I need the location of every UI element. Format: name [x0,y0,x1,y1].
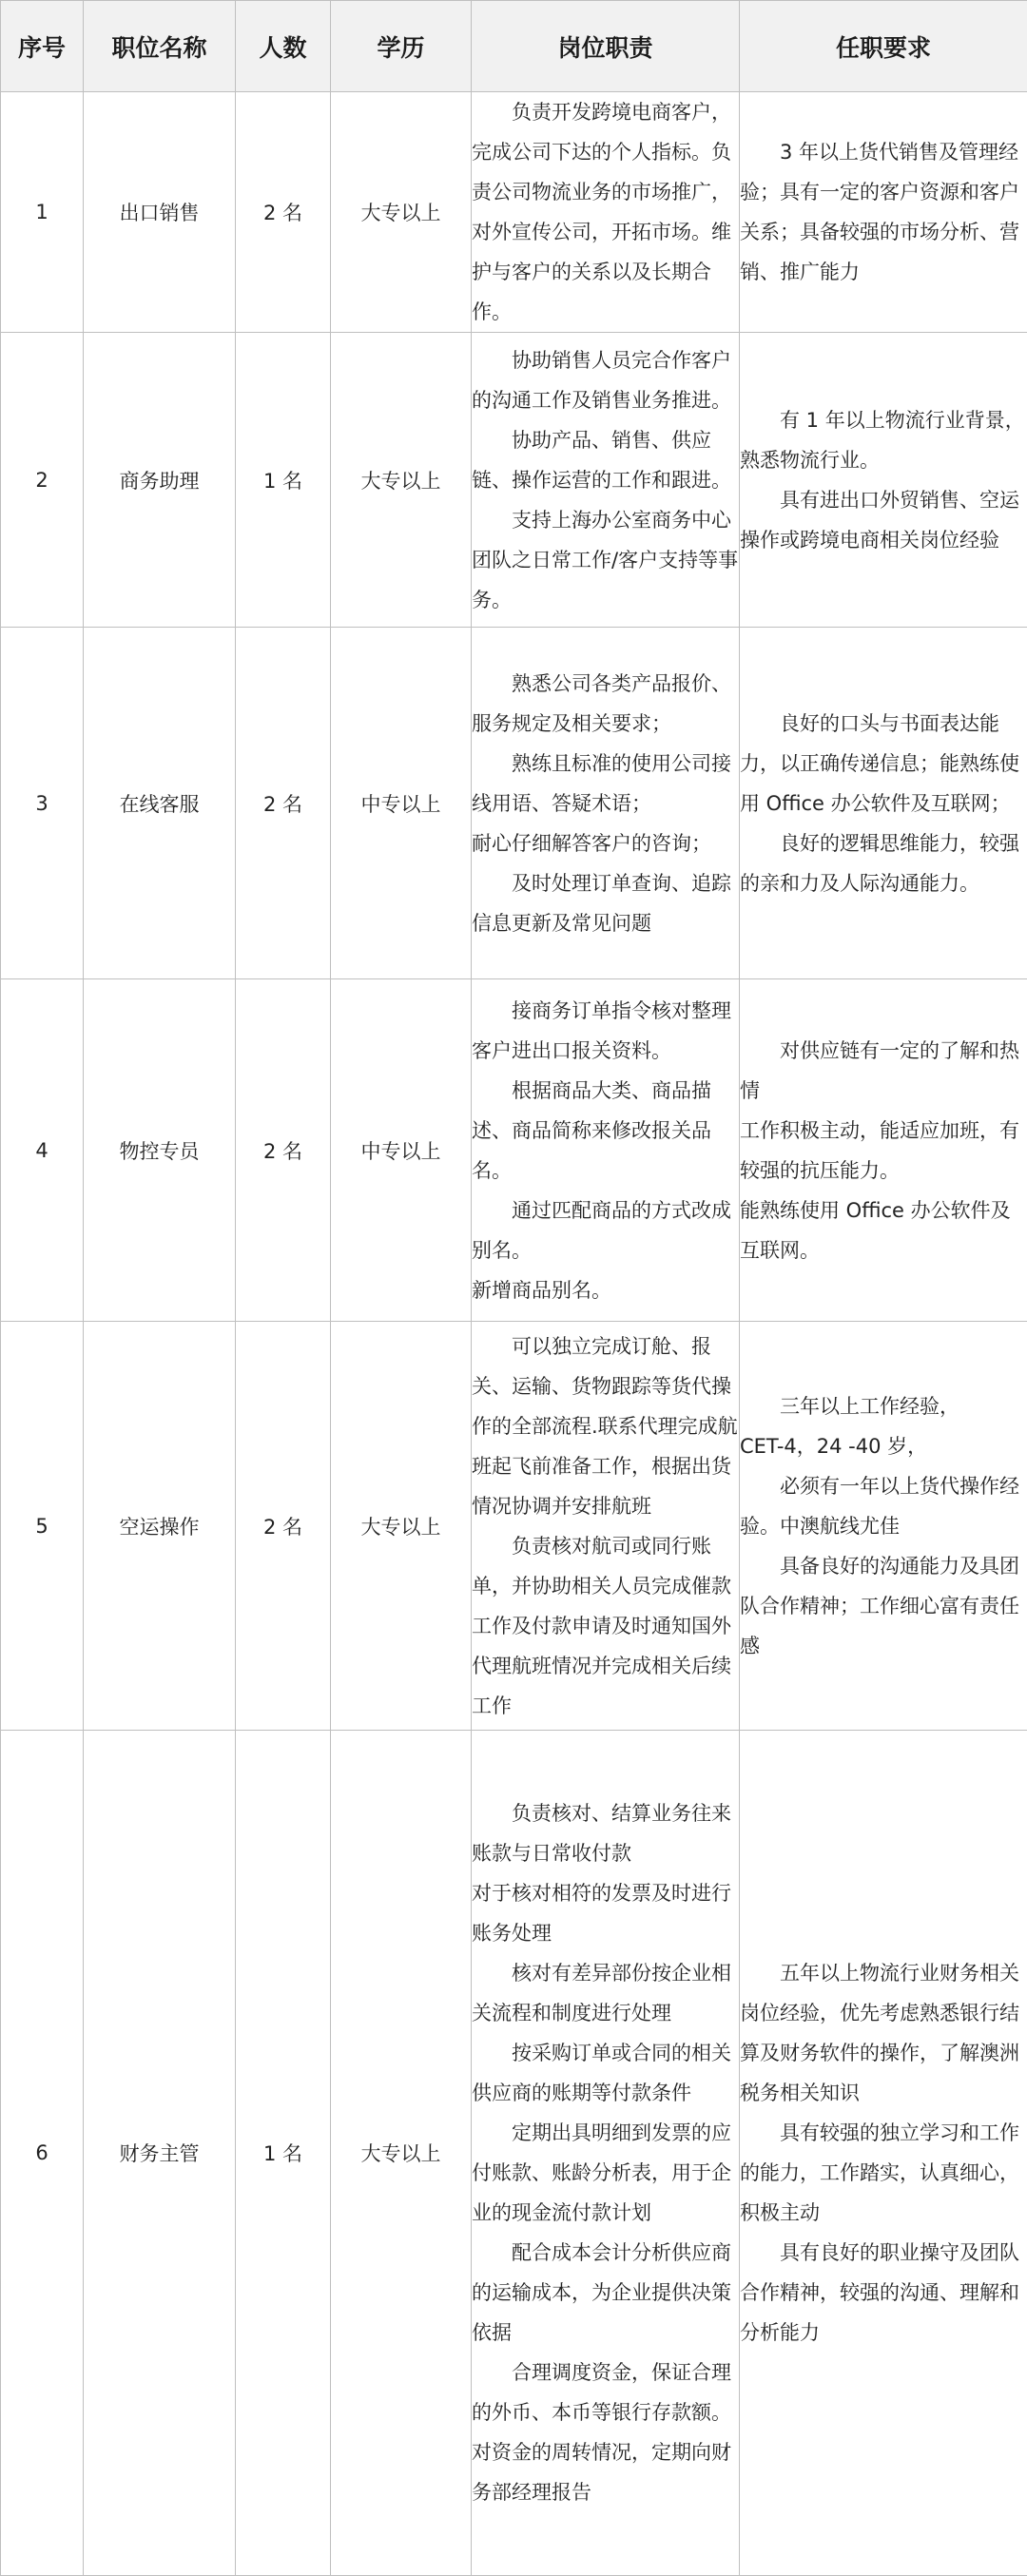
cell-no: 4 [1,979,84,1322]
requirement-paragraph: 3 年以上货代销售及管理经验；具有一定的客户资源和客户关系；具备较强的市场分析、营销、推广能力 [740,132,1027,292]
cell-headcount: 2 名 [236,979,331,1322]
requirement-paragraph: 必须有一年以上货代操作经验。中澳航线尤佳 [740,1466,1027,1546]
cell-education: 中专以上 [331,628,472,979]
table-row [1,979,1027,1322]
cell-headcount: 2 名 [236,628,331,979]
duty-paragraph: 合理调度资金，保证合理的外币、本币等银行存款额。对资金的周转情况，定期向财务部经理报告 [472,2353,739,2512]
requirement-paragraph: 具有良好的职业操守及团队合作精神，较强的沟通、理解和分析能力 [740,2233,1027,2353]
duty-paragraph: 熟练且标准的使用公司接线用语、答疑术语； 耐心仔细解答客户的咨询； [472,744,739,863]
cell-position-title: 物控专员 [84,979,236,1322]
cell-duties [472,1731,740,2576]
cell-requirements [740,1731,1027,2576]
cell-duties [472,333,740,628]
cell-education: 大专以上 [331,1731,472,2576]
duty-paragraph: 按采购订单或合同的相关供应商的账期等付款条件 [472,2033,739,2113]
cell-no: 3 [1,628,84,979]
cell-no: 2 [1,333,84,628]
duty-paragraph: 配合成本会计分析供应商的运输成本，为企业提供决策依据 [472,2233,739,2353]
cell-headcount: 1 名 [236,333,331,628]
duty-paragraph: 熟悉公司各类产品报价、服务规定及相关要求； [472,664,739,744]
requirement-paragraph: 具备良好的沟通能力及具团队合作精神；工作细心富有责任感 [740,1546,1027,1666]
header-requirements: 任职要求 [740,1,1027,92]
cell-position-title: 出口销售 [84,92,236,333]
table-row [1,1731,1027,2576]
header-row [1,1,1027,92]
table-row [1,92,1027,333]
cell-duties [472,628,740,979]
duty-paragraph: 接商务订单指令核对整理客户进出口报关资料。 [472,991,739,1071]
cell-headcount: 2 名 [236,92,331,333]
cell-duties [472,92,740,333]
cell-requirements [740,628,1027,979]
duty-paragraph: 负责核对、结算业务往来账款与日常收付款 对于核对相符的发票及时进行账务处理 [472,1793,739,1953]
requirement-paragraph: 对供应链有一定的了解和热情 [740,1031,1027,1111]
cell-education: 大专以上 [331,92,472,333]
header-no: 序号 [1,1,84,92]
duty-paragraph: 协助销售人员完合作客户的沟通工作及销售业务推进。 [472,340,739,420]
header-education: 学历 [331,1,472,92]
duty-paragraph: 可以独立完成订舱、报关、运输、货物跟踪等货代操作的全部流程.联系代理完成航班起飞前准备工作，根据出货情况协调并安排航班 [472,1327,739,1526]
duty-paragraph: 负责核对航司或同行账单，并协助相关人员完成催款工作及付款申请及时通知国外代理航班情况并完成相关后续工作 [472,1526,739,1726]
header-count: 人数 [236,1,331,92]
cell-duties [472,979,740,1322]
cell-duties [472,1322,740,1731]
requirement-paragraph: 三年以上工作经验， CET-4，24 -40 岁， [740,1386,1027,1466]
duty-paragraph: 支持上海办公室商务中心团队之日常工作/客户支持等事务。 [472,500,739,620]
cell-position-title: 商务助理 [84,333,236,628]
header-title: 职位名称 [84,1,236,92]
requirement-paragraph: 具有进出口外贸销售、空运操作或跨境电商相关岗位经验 [740,480,1027,560]
duty-paragraph: 及时处理订单查询、追踪信息更新及常见问题 [472,863,739,943]
duty-paragraph: 通过匹配商品的方式改成别名。 新增商品别名。 [472,1191,739,1310]
duty-paragraph: 负责开发跨境电商客户，完成公司下达的个人指标。负责公司物流业务的市场推广，对外宣传公司，开拓市场。维护与客户的关系以及长期合作。 [472,92,739,332]
cell-requirements [740,92,1027,333]
requirement-paragraph: 五年以上物流行业财务相关岗位经验，优先考虑熟悉银行结算及财务软件的操作，了解澳洲税务相关知识 [740,1953,1027,2113]
table-row [1,1322,1027,1731]
cell-position-title: 在线客服 [84,628,236,979]
cell-no: 5 [1,1322,84,1731]
requirement-paragraph: 良好的逻辑思维能力，较强的亲和力及人际沟通能力。 [740,823,1027,903]
cell-no: 6 [1,1731,84,2576]
cell-requirements [740,333,1027,628]
header-duties: 岗位职责 [472,1,740,92]
duty-paragraph: 根据商品大类、商品描述、商品简称来修改报关品名。 [472,1071,739,1191]
requirement-paragraph: 具有较强的独立学习和工作的能力，工作踏实，认真细心，积极主动 [740,2113,1027,2233]
table-row [1,628,1027,979]
cell-education: 大专以上 [331,1322,472,1731]
requirement-paragraph: 良好的口头与书面表达能力，以正确传递信息；能熟练使用 Office 办公软件及互联网； [740,704,1027,823]
duty-paragraph: 定期出具明细到发票的应付账款、账龄分析表，用于企业的现金流付款计划 [472,2113,739,2233]
cell-education: 中专以上 [331,979,472,1322]
duty-paragraph: 协助产品、销售、供应链、操作运营的工作和跟进。 [472,420,739,500]
cell-position-title: 空运操作 [84,1322,236,1731]
cell-headcount: 2 名 [236,1322,331,1731]
cell-requirements [740,979,1027,1322]
table-row [1,333,1027,628]
cell-no: 1 [1,92,84,333]
duty-paragraph: 核对有差异部份按企业相关流程和制度进行处理 [472,1953,739,2033]
cell-education: 大专以上 [331,333,472,628]
cell-headcount: 1 名 [236,1731,331,2576]
requirement-paragraph: 工作积极主动，能适应加班，有较强的抗压能力。 能熟练使用 Office 办公软件及互联网。 [740,1111,1027,1270]
requirement-paragraph: 有 1 年以上物流行业背景，熟悉物流行业。 [740,400,1027,480]
cell-requirements [740,1322,1027,1731]
table-body [1,92,1027,2576]
cell-position-title: 财务主管 [84,1731,236,2576]
